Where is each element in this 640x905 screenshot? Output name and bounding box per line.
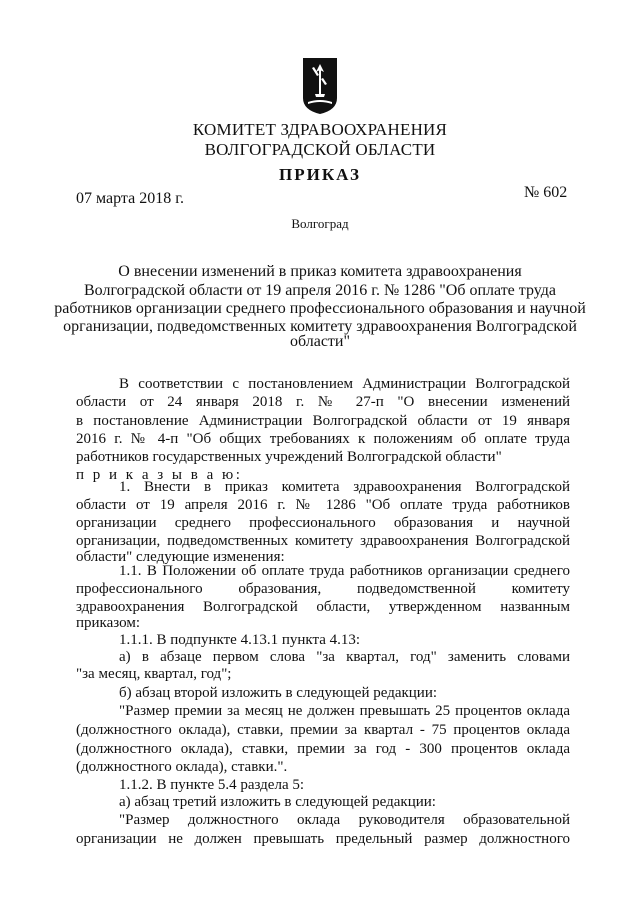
- subject-line: области": [289, 333, 350, 350]
- body-line: (должностного оклада), ставки, премии за год - 300 процентов оклада: [76, 741, 570, 757]
- body-line: в постановление Администрации Волгоградской области от 19 января: [76, 413, 570, 429]
- volgograd-emblem-icon: [303, 58, 337, 114]
- subject-line: организации, подведомственных комитету здравоохранения Волгоградской: [63, 318, 577, 335]
- body-line: (должностного оклада), ставки, премии за квартал - 75 процентов оклада: [76, 722, 570, 738]
- body-line: 2016 г. № 4-п "Об общих требованиях к положениям об оплате труда: [76, 431, 570, 447]
- body-line: области" следующие изменения:: [76, 549, 285, 565]
- subject-line: Волгоградской области от 19 апреля 2016 г. № 1286 "Об оплате труда: [84, 282, 556, 299]
- body-line: работников государственных учреждений Волгоградской области": [76, 449, 502, 465]
- body-line: 1. Внести в приказ комитета здравоохранения Волгоградской: [119, 479, 570, 495]
- organization-name-line1: КОМИТЕТ ЗДРАВООХРАНЕНИЯ: [192, 120, 448, 139]
- subject-line: О внесении изменений в приказ комитета здравоохранения: [118, 263, 522, 280]
- body-line: здравоохранения Волгоградской области, утвержденном названным: [76, 599, 570, 615]
- document-number: № 602: [524, 184, 568, 201]
- body-line: а) абзац третий изложить в следующей редакции:: [119, 794, 436, 810]
- body-line: приказом:: [76, 615, 140, 631]
- body-line: организации, подведомственных комитету здравоохранения Волгоградской: [76, 533, 570, 549]
- body-line: 1.1. В Положении об оплате труда работников организации среднего: [119, 563, 570, 579]
- body-line: "Размер должностного оклада руководителя образовательной: [119, 812, 570, 828]
- body-line: 1.1.1. В подпункте 4.13.1 пункта 4.13:: [119, 632, 361, 648]
- body-line: области от 19 апреля 2016 г. № 1286 "Об оплате труда работников: [76, 497, 570, 513]
- organization-name-line2: ВОЛГОГРАДСКОЙ ОБЛАСТИ: [204, 140, 436, 159]
- body-line: б) абзац второй изложить в следующей редакции:: [119, 685, 438, 701]
- document-type: ПРИКАЗ: [279, 165, 361, 184]
- body-line: (должностного оклада), ставки.".: [76, 759, 288, 775]
- body-line: а) в абзаце первом слова "за квартал, год" заменить словами: [119, 649, 570, 665]
- body-line: 1.1.2. В пункте 5.4 раздела 5:: [119, 777, 305, 793]
- body-line: организации не должен превышать предельный размер должностного: [76, 831, 570, 847]
- body-line: области от 24 января 2018 г. № 27-п "О внесении изменений: [76, 394, 570, 410]
- body-line: организации среднего профессионального образования и научной: [76, 515, 570, 531]
- subject-line: работников организации среднего профессионального образования и научной: [54, 300, 586, 317]
- body-line: В соответствии с постановлением Администрации Волгоградской: [119, 376, 570, 392]
- body-line: "за месяц, квартал, год";: [76, 666, 232, 682]
- body-line: "Размер премии за месяц не должен превышать 25 процентов оклада: [119, 703, 570, 719]
- body-line: профессионального образования, подведомственной комитету: [76, 581, 570, 597]
- document-date: 07 марта 2018 г.: [76, 190, 184, 207]
- order-word: п р и к а з ы в а ю:: [76, 467, 243, 483]
- document-city: Волгоград: [291, 216, 349, 231]
